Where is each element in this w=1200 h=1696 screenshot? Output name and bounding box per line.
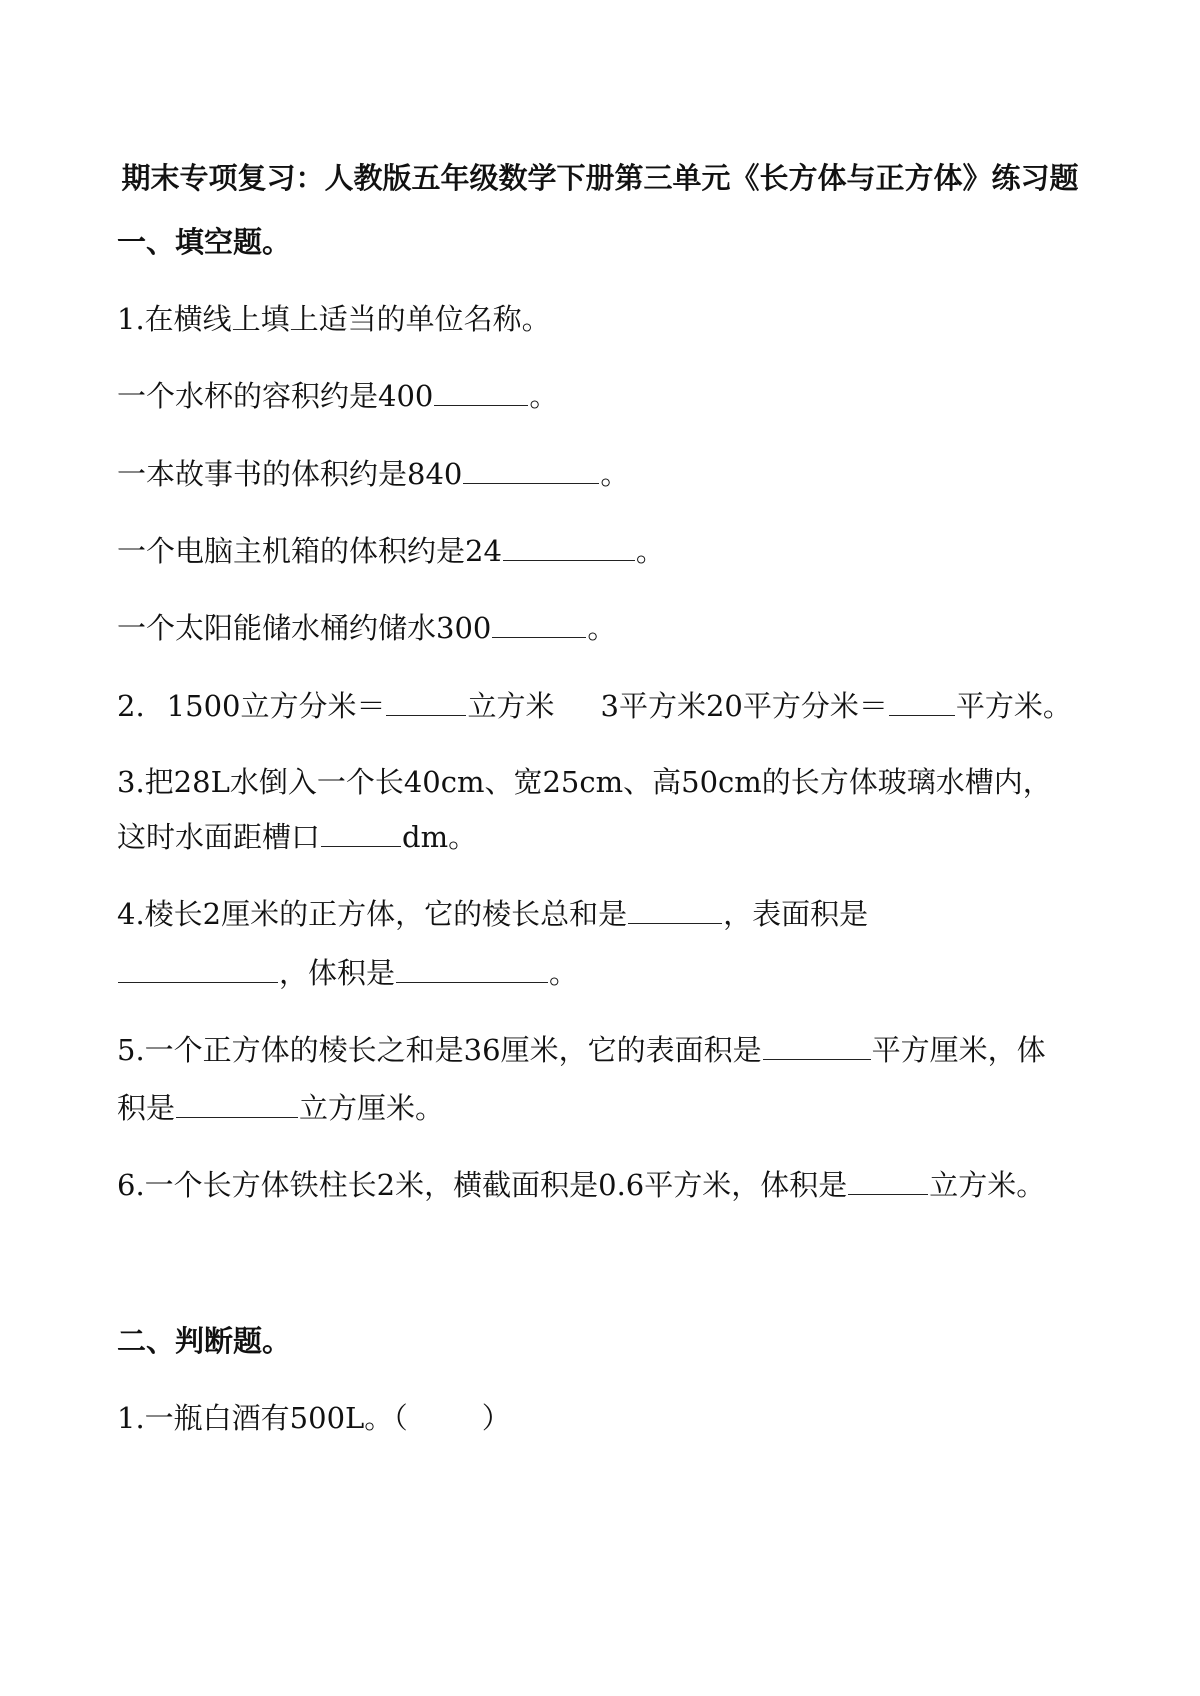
answer-blank[interactable] — [503, 534, 635, 561]
question-1-item — [117, 531, 1120, 571]
question-text: 。 — [600, 457, 630, 491]
question-2 — [117, 686, 1120, 726]
question-1-item — [117, 376, 1120, 416]
question-text: 立方米 — [467, 689, 555, 723]
question-5-line-1 — [117, 1030, 1120, 1070]
question-1-prompt: 1.在横线上填上适当的单位名称。 — [117, 302, 551, 336]
question-text: ） — [481, 1401, 511, 1435]
judgment-question-1 — [117, 1398, 1120, 1438]
question-text: 。 — [529, 379, 559, 413]
question-3-line-2 — [117, 817, 1120, 857]
question-3-line-1: 3.把28L水倒入一个长40cm、宽25cm、高50cm的长方体玻璃水槽内， — [117, 765, 1052, 799]
question-text: 1500立方分米＝ — [166, 689, 386, 723]
question-6 — [117, 1165, 1120, 1205]
answer-blank[interactable] — [492, 611, 586, 638]
answer-blank[interactable] — [434, 379, 528, 406]
question-text: 一个水杯的容积约是400 — [117, 379, 434, 413]
question-text: 立方厘米。 — [299, 1091, 445, 1125]
question-text: 一个太阳能储水桶约储水300 — [117, 611, 492, 645]
answer-blank[interactable] — [118, 956, 278, 983]
question-text: 3平方米20平方分米＝ — [600, 689, 888, 723]
answer-blank[interactable] — [396, 956, 548, 983]
question-text: ，体积是 — [279, 956, 396, 990]
question-text: dm。 — [402, 820, 478, 854]
question-text: 一个电脑主机箱的体积约是24 — [117, 534, 502, 568]
question-text: 。 — [587, 611, 617, 645]
question-text: ，表面积是 — [723, 897, 869, 931]
answer-blank[interactable] — [889, 689, 955, 716]
section-heading-fill-in: 一、填空题。 — [117, 225, 292, 259]
question-text: 5.一个正方体的棱长之和是36厘米，它的表面积是 — [117, 1033, 762, 1067]
answer-blank[interactable] — [463, 457, 599, 484]
answer-blank[interactable] — [848, 1168, 928, 1195]
section-heading-true-false: 二、判断题。 — [117, 1324, 292, 1358]
question-text: 6.一个长方体铁柱长2米，横截面积是0.6平方米，体积是 — [117, 1168, 848, 1202]
question-4-line-1 — [117, 894, 1120, 934]
question-number: 2. — [117, 689, 145, 723]
question-1-item — [117, 454, 1120, 494]
question-1-item — [117, 608, 1120, 648]
question-text: 立方米。 — [929, 1168, 1046, 1202]
question-text: 积是 — [117, 1091, 176, 1125]
question-text: 。 — [635, 534, 665, 568]
question-text: 一本故事书的体积约是840 — [117, 457, 463, 491]
answer-blank[interactable] — [321, 820, 401, 847]
answer-blank[interactable] — [386, 689, 466, 716]
question-text: 1.一瓶白酒有500L。（ — [117, 1401, 408, 1435]
answer-blank[interactable] — [628, 897, 722, 924]
question-4-line-2 — [117, 953, 1120, 993]
question-text: 。 — [549, 956, 579, 990]
question-text: 4.棱长2厘米的正方体，它的棱长总和是 — [117, 897, 628, 931]
question-text: 平方厘米，体 — [871, 1033, 1046, 1067]
question-text: 平方米。 — [955, 689, 1072, 723]
page-title: 期末专项复习：人教版五年级数学下册第三单元《长方体与正方体》练习题 — [121, 161, 1079, 195]
answer-blank[interactable] — [176, 1091, 298, 1118]
question-5-line-2 — [117, 1088, 1120, 1128]
question-text: 这时水面距槽口 — [117, 820, 321, 854]
answer-blank[interactable] — [763, 1033, 871, 1060]
